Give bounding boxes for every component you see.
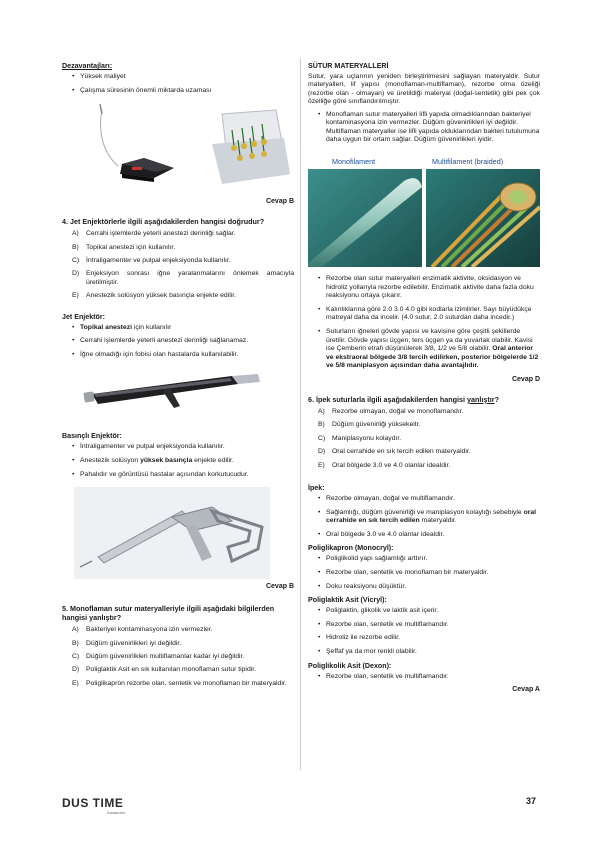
silk-title: İpek: — [308, 483, 325, 492]
option[interactable]: E) Poliglikapron rezorbe olan, sentetik ve monoflaman bir materyaldir. — [72, 679, 287, 687]
jet-injector-image — [62, 364, 294, 426]
option[interactable]: C) Düğüm güvenirlikleri multiflamanlar kadar iyi değildir. — [72, 653, 245, 660]
list-item: • Rezorbe olan, sentetik ve multiflamandır. — [318, 673, 540, 682]
answer-label: Cevap B — [265, 583, 294, 591]
option[interactable]: A) Cerrahi işlemlerde yeterli anestezi derinliği sağlar. — [72, 230, 236, 238]
jet-injector-list — [62, 324, 294, 360]
suture-list-1 — [308, 111, 540, 145]
list-item: • İğne olmadığı için fobisi olan hastalarda kullanılabilir. — [72, 351, 294, 360]
jet-injector-title: Jet Enjektör: — [62, 312, 105, 321]
list-item: • Poliglikolid yapı sağlamlığı arttırır. — [318, 555, 540, 564]
list-item: • Kalınlıklarına göre 2.0 3.0 4.0 gibi kodlarla izimlirler. Sayı büyüdükçe matreyal daha da incelir. (4.0 sutur, 2.0 suturdan daha incedir.) — [318, 306, 540, 323]
option[interactable]: C) Maniplasyonu kolaydır. — [318, 434, 402, 442]
option[interactable]: D) Enjeksiyon sonrası iğne yaralanmalarını önlemek amacıyla üretilmiştir. — [72, 270, 294, 286]
option[interactable]: D) Oral cerrahide en sık tercih edilen materyaldir. — [318, 448, 471, 456]
multifilament-label: Multifilament (braided) — [432, 157, 504, 166]
list-item: • Oral bölgede 3.0 ve 4.0 olanlar idealdir. — [318, 531, 540, 540]
list-item: • Pahalıdır ve görüntüsü hastalar açısından korkutucudur. — [72, 471, 294, 480]
monocryl-list — [308, 555, 540, 591]
question-4: 4. Jet Enjektörlerle ilgili aşağıdakilerden hangisi doğrudur? — [62, 217, 265, 227]
monocryl-title: Poliglikapron (Monocryl): — [308, 544, 394, 553]
dexon-title: Poliglikolik Asit (Dexon): — [308, 661, 392, 670]
list-item: • Rezorbe olan sutur materyalleri enzimatik aktivite, oksidasyon ve hidroliz yollarıyla rezorbe edilebilir. Enzimatik aktivite daha fazla doku reaksiyonu ortaya çıkarır. — [318, 275, 540, 301]
pressure-injector-title: Basınçlı Enjektör: — [62, 432, 122, 441]
intro-paragraph: Sutur, yara uçlarının yeniden birleştirilmesini sağlayan materyaldir. Sutur materyalleri, lif yapısı (monoflaman-multiflaman), rezorbe olma özeliği (rezorbe olan - olmayan) ve üretildiği materyal (doğal-sentetik) gibi pek çok özelliğe göre sınıflandırılmıştır. — [308, 73, 540, 106]
filament-comparison-image — [308, 155, 540, 267]
question-6: 6. İpek suturlarla ilgili aşağıdakilerden hangisi yanlıştır? — [308, 394, 499, 404]
list-item: • Sağlamlığı, düğüm güvenirliği ve maniplasyon kolaylığı sebebiyle oral cerrahide en sık tercih edilen materyaldir. — [318, 509, 540, 526]
list-item: • Suturların iğneleri gövde yapısı ve kavisine göre çeşitli şekillerde üretilir. Gövde yapısı üçgen, ters üçgen ya da yuvarlak olabilir. Kavisi ise Çemberin etrafı düşünülerek 3/8, 1/2 ve 5/8 olabilir. Oral anterior ve ekstraoral bölgede 3/8 tercih edilirken, posterior bölgelerde 1/2 ve 5/8 maniplasyon açısından daha avantajlıdır. — [318, 328, 540, 371]
option[interactable]: A) Rezorbe olmayan, doğal ve monoflamandır. — [318, 407, 464, 415]
disadvantages-title: Dezavantajları: — [62, 62, 113, 70]
list-item: • Monoflaman sutur materyalleri lifli yapıda olmadıklarından bakteriyel kontaminasyona izin vermezler. Düğüm güvenirlikleri iyi değildir. Multiflaman materyaller ise lifli yapıda olduklarından bakteri tutulumuna daha uygun bir ortam sağlar. Düğüm güvenirlikleri iyidir. — [318, 111, 540, 145]
list-item: • Anestezik solüsyon yüksek basınçla enjekte edilir. — [72, 457, 294, 466]
option[interactable]: A) Bakteriyel kontaminasyona izin vermezler. — [72, 626, 213, 634]
brand-tagline: Kazandırır — [107, 810, 126, 815]
right-column — [308, 62, 540, 693]
question-4-options — [62, 230, 294, 300]
answer-label: Cevap D — [511, 375, 540, 383]
list-item: • Doku reaksiyonu düşüktür. — [318, 583, 540, 592]
silk-list — [308, 495, 540, 539]
list-item: • Şeffaf ya da mor renkli olabilir. — [318, 648, 540, 657]
list-item: • Rezorbe olan, sentetik ve monoflaman bir materyaldir. — [318, 569, 540, 578]
vicryl-list — [308, 607, 540, 656]
page-number: 37 — [526, 796, 537, 806]
monofilament-label: Monofilament — [332, 157, 376, 166]
dexon-list — [308, 673, 540, 682]
pressure-injector-list — [62, 443, 294, 479]
list-item: • Hidroliz ile rezorbe edilir. — [318, 634, 540, 643]
answer-label: Cevap A — [512, 686, 540, 694]
answer-label: Cevap B — [265, 198, 294, 206]
left-column — [62, 62, 294, 693]
option[interactable]: B) Düğüm güvenirlikleri iyi değildir. — [72, 639, 182, 647]
option[interactable]: C) İntraligamenter ve pulpal enjeksiyonda kullanılır. — [72, 257, 231, 264]
suture-list-2 — [308, 275, 540, 371]
option[interactable]: E) Oral bölgede 3.0 ve 4.0 olanlar idealdir. — [318, 461, 451, 469]
disadvantages-list — [62, 73, 294, 95]
vicryl-title: Poliglaktik Asit (Vicryl): — [308, 596, 387, 605]
list-item: • Rezorbe olan, sentetik ve multiflamandır. — [318, 621, 540, 630]
list-item: • Çalışma süresinin önemli miktarda uzaması — [72, 87, 294, 96]
list-item: • İntraligamenter ve pulpal enjeksiyonda kullanılır. — [72, 443, 294, 452]
column-divider — [300, 58, 301, 770]
computer-anesthesia-device-image — [62, 100, 294, 198]
list-item: • Cerrahi işlemlerde yeterli anestezi derinliği sağlanamaz. — [72, 337, 294, 346]
section-title: SÜTUR MATERYALLERİ — [308, 62, 389, 70]
question-5: 5. Monoflaman sutur materyalleriyle ilgili aşağıdaki bilgilerden hangisi yanlıştır? — [62, 604, 275, 623]
question-5-options — [62, 626, 294, 688]
pressure-injector-image — [62, 487, 294, 579]
question-6-options — [308, 408, 540, 470]
list-item: • Poliglaktin, glikolik ve laktik asit içerir. — [318, 607, 540, 616]
option[interactable]: B) Topikal anestezi için kullanılır. — [72, 243, 176, 251]
option[interactable]: E) Anestezik solüsyon yüksek basınçla enjekte edilir. — [72, 292, 236, 300]
option[interactable]: D) Poliglaktik Asit en sık kullanılan monoflaman sutur tipidir. — [72, 666, 257, 674]
list-item: • Topikal anestezi için kullanılır — [72, 324, 294, 333]
brand-logo: DUS TIME — [62, 796, 124, 810]
list-item: • Rezorbe olmayan, doğal ve multiflamandır. — [318, 495, 540, 504]
list-item: • Yüksek maliyet — [72, 73, 294, 82]
option[interactable]: B) Düğüm güvenirliği yüksekeitr. — [318, 421, 421, 429]
